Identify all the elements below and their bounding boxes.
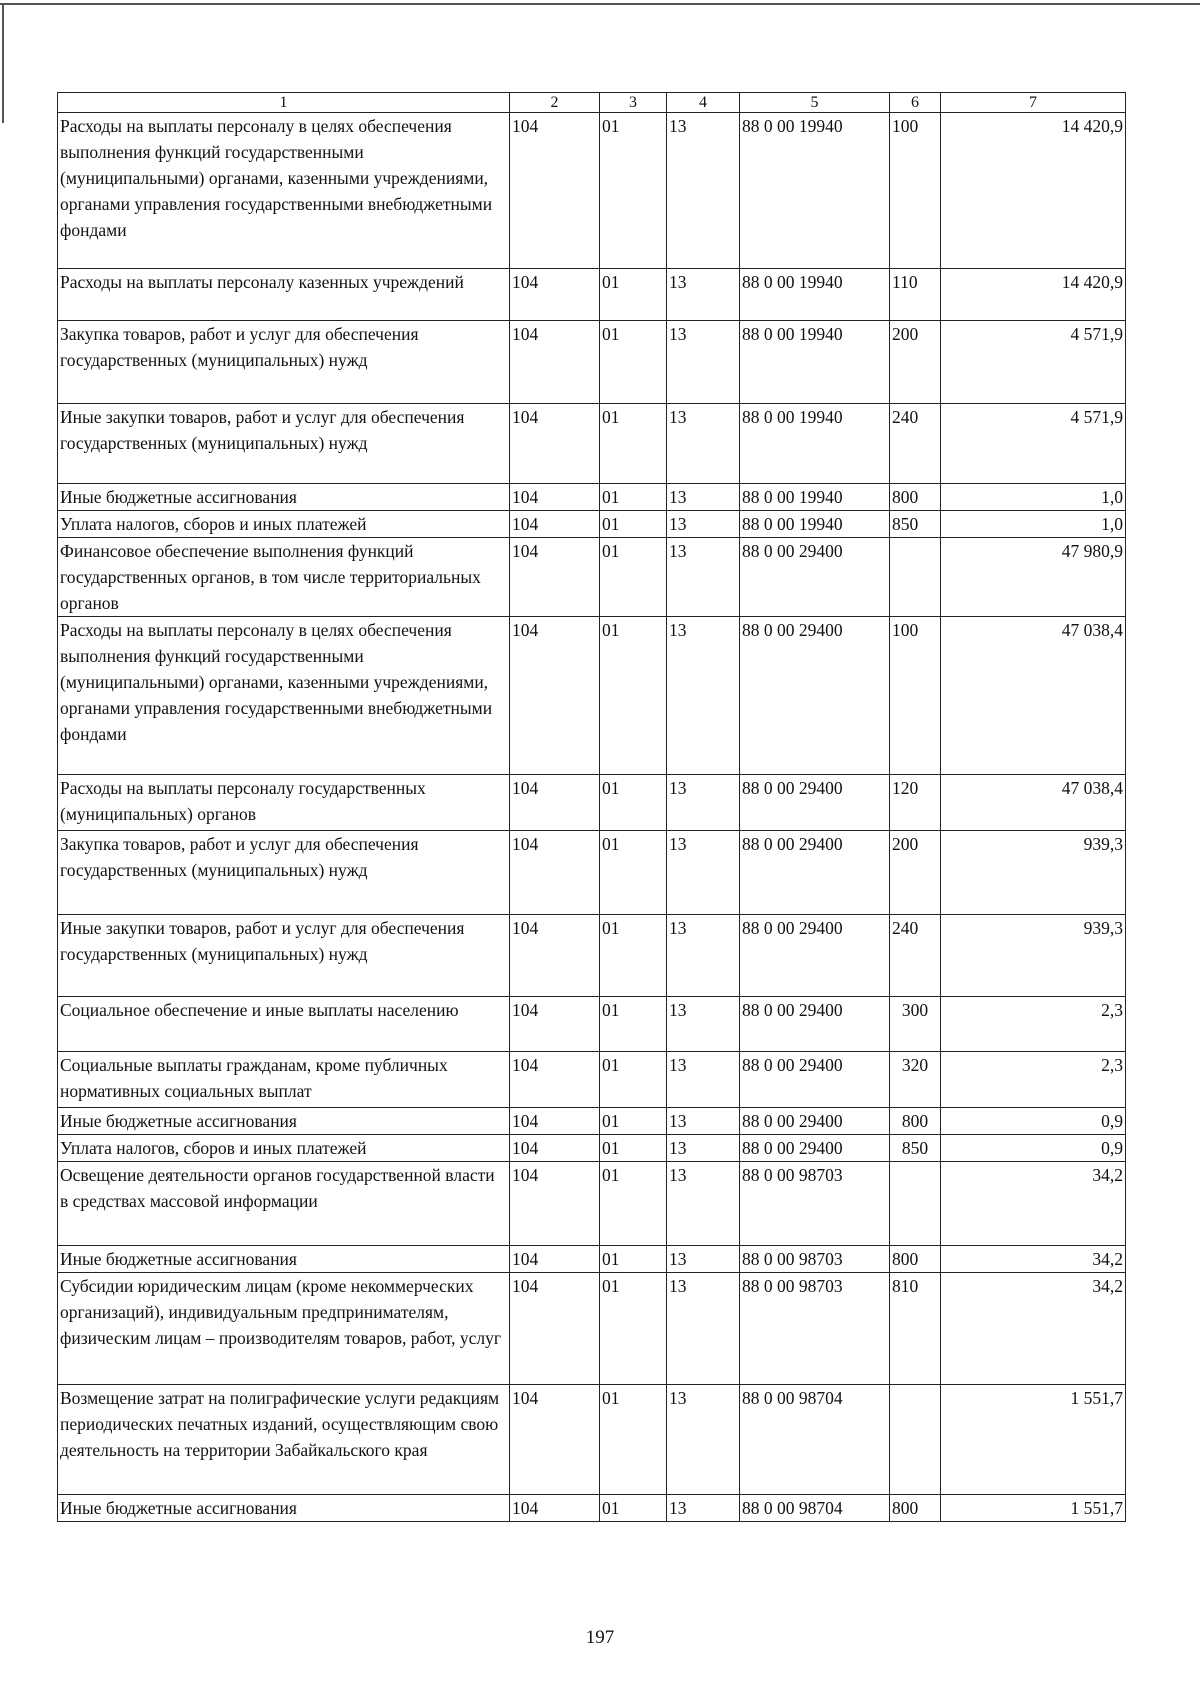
expense-name: Освещение деятельности органов государственной власти в средствах массовой информации (58, 1162, 510, 1246)
target-article-code: 88 0 00 19940 (740, 404, 890, 484)
amount: 34,2 (941, 1273, 1126, 1385)
subsection-code: 13 (667, 1162, 740, 1246)
target-article-code: 88 0 00 98703 (740, 1246, 890, 1273)
expense-type-code: 800 (890, 1108, 941, 1135)
expense-name: Возмещение затрат на полиграфические услуги редакциям периодических печатных изданий, осуществляющим свою деятельность на территории Забайкальского края (58, 1385, 510, 1495)
column-header: 6 (890, 93, 941, 113)
subsection-code: 13 (667, 1495, 740, 1522)
expense-type-code: 240 (890, 915, 941, 997)
section-code: 01 (600, 511, 667, 538)
expense-type-code: 850 (890, 511, 941, 538)
table-row (58, 1246, 1126, 1273)
ministry-code: 104 (510, 484, 600, 511)
section-code: 01 (600, 321, 667, 404)
budget-table (57, 92, 1126, 1522)
target-article-code: 88 0 00 29400 (740, 997, 890, 1052)
section-code: 01 (600, 1495, 667, 1522)
ministry-code: 104 (510, 1273, 600, 1385)
column-header: 3 (600, 93, 667, 113)
expense-type-code: 300 (890, 997, 941, 1052)
target-article-code: 88 0 00 19940 (740, 321, 890, 404)
subsection-code: 13 (667, 915, 740, 997)
expense-type-code: 200 (890, 321, 941, 404)
expense-type-code (890, 1385, 941, 1495)
expense-name: Социальные выплаты гражданам, кроме публичных нормативных социальных выплат (58, 1052, 510, 1108)
scan-edge-top (0, 3, 1200, 5)
expense-name: Социальное обеспечение и иные выплаты населению (58, 997, 510, 1052)
target-article-code: 88 0 00 98704 (740, 1385, 890, 1495)
subsection-code: 13 (667, 1108, 740, 1135)
amount: 1,0 (941, 511, 1126, 538)
expense-type-code (890, 538, 941, 617)
table-row (58, 269, 1126, 321)
subsection-code: 13 (667, 321, 740, 404)
expense-type-code: 120 (890, 775, 941, 831)
expense-type-code: 810 (890, 1273, 941, 1385)
table-row (58, 1162, 1126, 1246)
expense-name: Расходы на выплаты персоналу государственных (муниципальных) органов (58, 775, 510, 831)
subsection-code: 13 (667, 617, 740, 775)
subsection-code: 13 (667, 775, 740, 831)
section-code: 01 (600, 484, 667, 511)
amount: 14 420,9 (941, 269, 1126, 321)
ministry-code: 104 (510, 1162, 600, 1246)
section-code: 01 (600, 1273, 667, 1385)
amount: 2,3 (941, 1052, 1126, 1108)
amount: 14 420,9 (941, 113, 1126, 269)
ministry-code: 104 (510, 269, 600, 321)
expense-name: Расходы на выплаты персоналу в целях обеспечения выполнения функций государственными (муниципальными) органами, казенными учреждениями, органами управления государственными внебюджетными фондами (58, 113, 510, 269)
subsection-code: 13 (667, 997, 740, 1052)
subsection-code: 13 (667, 1273, 740, 1385)
amount: 34,2 (941, 1162, 1126, 1246)
ministry-code: 104 (510, 915, 600, 997)
target-article-code: 88 0 00 98703 (740, 1162, 890, 1246)
ministry-code: 104 (510, 1385, 600, 1495)
expense-name: Субсидии юридическим лицам (кроме некоммерческих организаций), индивидуальным предпринимателям, физическим лицам – производителям товаров, работ, услуг (58, 1273, 510, 1385)
subsection-code: 13 (667, 831, 740, 915)
amount: 34,2 (941, 1246, 1126, 1273)
amount: 4 571,9 (941, 404, 1126, 484)
expense-name: Иные бюджетные ассигнования (58, 484, 510, 511)
amount: 47 038,4 (941, 775, 1126, 831)
table-row (58, 321, 1126, 404)
amount: 0,9 (941, 1108, 1126, 1135)
ministry-code: 104 (510, 404, 600, 484)
table-row (58, 775, 1126, 831)
ministry-code: 104 (510, 1052, 600, 1108)
ministry-code: 104 (510, 1135, 600, 1162)
expense-type-code: 100 (890, 113, 941, 269)
target-article-code: 88 0 00 29400 (740, 1108, 890, 1135)
target-article-code: 88 0 00 19940 (740, 484, 890, 511)
subsection-code: 13 (667, 113, 740, 269)
target-article-code: 88 0 00 98704 (740, 1495, 890, 1522)
expense-name: Расходы на выплаты персоналу в целях обеспечения выполнения функций государственными (муниципальными) органами, казенными учреждениями, органами управления государственными внебюджетными фондами (58, 617, 510, 775)
amount: 939,3 (941, 831, 1126, 915)
amount: 47 980,9 (941, 538, 1126, 617)
page-number: 197 (585, 1627, 615, 1648)
section-code: 01 (600, 1385, 667, 1495)
target-article-code: 88 0 00 19940 (740, 511, 890, 538)
expense-name: Закупка товаров, работ и услуг для обеспечения государственных (муниципальных) нужд (58, 831, 510, 915)
table-row (58, 831, 1126, 915)
subsection-code: 13 (667, 1385, 740, 1495)
expense-name: Расходы на выплаты персоналу казенных учреждений (58, 269, 510, 321)
target-article-code: 88 0 00 29400 (740, 1135, 890, 1162)
expense-type-code: 100 (890, 617, 941, 775)
amount: 1,0 (941, 484, 1126, 511)
subsection-code: 13 (667, 1135, 740, 1162)
expense-name: Иные закупки товаров, работ и услуг для обеспечения государственных (муниципальных) нужд (58, 404, 510, 484)
amount: 0,9 (941, 1135, 1126, 1162)
expense-type-code: 110 (890, 269, 941, 321)
table-row (58, 1495, 1126, 1522)
ministry-code: 104 (510, 617, 600, 775)
column-header: 5 (740, 93, 890, 113)
table-row (58, 538, 1126, 617)
table-row (58, 617, 1126, 775)
section-code: 01 (600, 997, 667, 1052)
table-row (58, 511, 1126, 538)
table-row (58, 997, 1126, 1052)
expense-name: Уплата налогов, сборов и иных платежей (58, 511, 510, 538)
table-row (58, 484, 1126, 511)
table-row (58, 1385, 1126, 1495)
table-row (58, 1052, 1126, 1108)
subsection-code: 13 (667, 484, 740, 511)
section-code: 01 (600, 1108, 667, 1135)
section-code: 01 (600, 1162, 667, 1246)
column-header: 4 (667, 93, 740, 113)
expense-name: Иные бюджетные ассигнования (58, 1246, 510, 1273)
expense-type-code: 240 (890, 404, 941, 484)
ministry-code: 104 (510, 1246, 600, 1273)
expense-type-code: 200 (890, 831, 941, 915)
target-article-code: 88 0 00 29400 (740, 538, 890, 617)
table-header-row (58, 93, 1126, 113)
expense-type-code: 800 (890, 1495, 941, 1522)
expense-name: Закупка товаров, работ и услуг для обеспечения государственных (муниципальных) нужд (58, 321, 510, 404)
ministry-code: 104 (510, 113, 600, 269)
amount: 1 551,7 (941, 1495, 1126, 1522)
section-code: 01 (600, 831, 667, 915)
ministry-code: 104 (510, 997, 600, 1052)
table-row (58, 1108, 1126, 1135)
expense-type-code: 800 (890, 484, 941, 511)
amount: 2,3 (941, 997, 1126, 1052)
column-header: 7 (941, 93, 1126, 113)
ministry-code: 104 (510, 538, 600, 617)
amount: 47 038,4 (941, 617, 1126, 775)
table-row (58, 915, 1126, 997)
expense-type-code: 850 (890, 1135, 941, 1162)
ministry-code: 104 (510, 1495, 600, 1522)
amount: 939,3 (941, 915, 1126, 997)
section-code: 01 (600, 1135, 667, 1162)
column-header: 2 (510, 93, 600, 113)
subsection-code: 13 (667, 404, 740, 484)
target-article-code: 88 0 00 29400 (740, 775, 890, 831)
subsection-code: 13 (667, 1052, 740, 1108)
table-row (58, 1273, 1126, 1385)
column-header: 1 (58, 93, 510, 113)
scan-edge-left (2, 3, 4, 123)
ministry-code: 104 (510, 1108, 600, 1135)
section-code: 01 (600, 538, 667, 617)
ministry-code: 104 (510, 831, 600, 915)
ministry-code: 104 (510, 511, 600, 538)
ministry-code: 104 (510, 775, 600, 831)
ministry-code: 104 (510, 321, 600, 404)
section-code: 01 (600, 404, 667, 484)
expense-name: Иные бюджетные ассигнования (58, 1108, 510, 1135)
section-code: 01 (600, 269, 667, 321)
target-article-code: 88 0 00 29400 (740, 1052, 890, 1108)
subsection-code: 13 (667, 511, 740, 538)
target-article-code: 88 0 00 19940 (740, 269, 890, 321)
target-article-code: 88 0 00 29400 (740, 831, 890, 915)
subsection-code: 13 (667, 269, 740, 321)
section-code: 01 (600, 915, 667, 997)
amount: 4 571,9 (941, 321, 1126, 404)
target-article-code: 88 0 00 98703 (740, 1273, 890, 1385)
amount: 1 551,7 (941, 1385, 1126, 1495)
expense-type-code (890, 1162, 941, 1246)
section-code: 01 (600, 617, 667, 775)
table-row (58, 1135, 1126, 1162)
expense-name: Иные бюджетные ассигнования (58, 1495, 510, 1522)
expense-type-code: 800 (890, 1246, 941, 1273)
section-code: 01 (600, 1246, 667, 1273)
section-code: 01 (600, 775, 667, 831)
section-code: 01 (600, 1052, 667, 1108)
expense-name: Уплата налогов, сборов и иных платежей (58, 1135, 510, 1162)
table-row (58, 404, 1126, 484)
table-row (58, 113, 1126, 269)
target-article-code: 88 0 00 29400 (740, 617, 890, 775)
subsection-code: 13 (667, 538, 740, 617)
target-article-code: 88 0 00 19940 (740, 113, 890, 269)
section-code: 01 (600, 113, 667, 269)
target-article-code: 88 0 00 29400 (740, 915, 890, 997)
expense-type-code: 320 (890, 1052, 941, 1108)
expense-name: Иные закупки товаров, работ и услуг для обеспечения государственных (муниципальных) нужд (58, 915, 510, 997)
expense-name: Финансовое обеспечение выполнения функций государственных органов, в том числе территориальных органов (58, 538, 510, 617)
subsection-code: 13 (667, 1246, 740, 1273)
